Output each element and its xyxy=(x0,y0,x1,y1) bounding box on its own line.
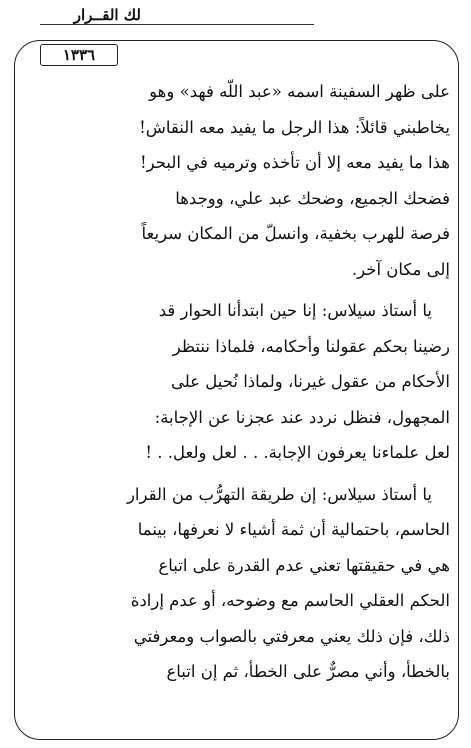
text-line: إلى مكان آخر. xyxy=(351,259,450,279)
text-line: الحاسم، باحتمالية أن ثمة أشياء لا نعرفها، بينما xyxy=(137,520,450,539)
text-line: الحكم العقلي الحاسم مع وضوحه، أو عدم إرادة xyxy=(130,591,450,610)
text-line: بالخطأ، وأني مصرٌّ على الخطأ، ثم إن اتباع xyxy=(166,662,450,681)
text-line: فضحك الجميع، وضحك عبد علي، ووجدها xyxy=(175,188,450,208)
page-number-box xyxy=(40,44,118,66)
page-number: ١٣٣٦ xyxy=(62,45,96,64)
running-title: لك القــرار xyxy=(73,6,141,24)
text-line: ذلك، فإن ذلك يعني معرفتي بالصواب ومعرفتي xyxy=(133,626,450,646)
text-line: المجهول، فنظل نردد عند عجزنا عن الإجابة: xyxy=(154,407,450,427)
header-rule xyxy=(40,24,314,25)
text-line: يا أستاذ سيلاس: إن طريقة التهرُّب من القرار xyxy=(126,484,432,504)
text-line: هذا ما يفيد معه إلا أن تأخذه وترميه في البحر! xyxy=(139,153,450,172)
text-line: يخاطبني قائلاً: هذا الرجل ما يفيد معه النقاش! xyxy=(139,117,450,137)
text-line: لعل علماءنا يعرفون الإجابة. . . لعل ولعل. . ! xyxy=(145,443,450,462)
text-line: يا أستاذ سيلاس: إنا حين ابتدأنا الحوار قد xyxy=(158,301,432,320)
body-text xyxy=(26,74,450,690)
text-line: الأحكام من عقول غيرنا، ولماذا نُحيل على xyxy=(170,372,450,391)
text-line: هي في حقيقتها تعني عدم القدرة على اتباع xyxy=(158,555,450,575)
paragraph-3 xyxy=(26,477,450,690)
text-line: على ظهر السفينة اسمه «عبد اللّه فهد» وهو xyxy=(149,82,450,101)
text-line: رضينا بحكم عقولنا وأحكامه، فلماذا ننتظر xyxy=(172,336,450,356)
text-line: فرصة للهرب بخفية، وانسلّ من المكان سريعاً xyxy=(141,224,450,243)
paragraph-1 xyxy=(26,74,450,287)
paragraph-2 xyxy=(26,293,450,471)
